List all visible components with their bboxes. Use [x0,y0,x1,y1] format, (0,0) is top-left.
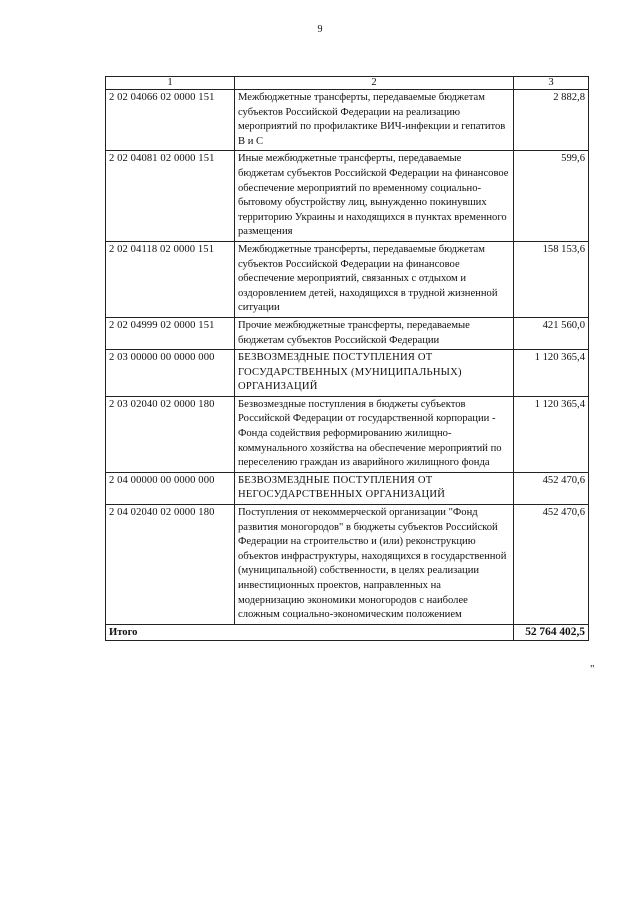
header-col-1: 1 [106,77,235,90]
row-code: 2 04 02040 02 0000 180 [106,505,235,625]
table-row [106,350,589,397]
row-description: Поступления от некоммерческой организации "Фонд развития моногородов" в бюджеты субъектов Российской Федерации на строительство и (или) реконструкцию объектов инфраструктуры, находящихся в государственной (муниципальной) собственности, в целях реализации инвестиционных проектов, направленных на модернизацию экономики моногородов с наиболее сложным социально-экономическим положением [235,505,514,625]
row-description: Прочие межбюджетные трансферты, передаваемые бюджетам субъектов Российской Федерации [235,317,514,349]
total-label: Итого [106,624,514,640]
row-amount: 158 153,6 [514,241,589,317]
row-description: Иные межбюджетные трансферты, передаваемые бюджетам субъектов Российской Федерации на финансовое обеспечение мероприятий по временному социально-бытовому обустройству лиц, вынужденно покинувших территорию Украины и находящихся в пунктах временного размещения [235,151,514,242]
table-row [106,472,589,504]
row-description: БЕЗВОЗМЕЗДНЫЕ ПОСТУПЛЕНИЯ ОТ ГОСУДАРСТВЕННЫХ (МУНИЦИПАЛЬНЫХ) ОРГАНИЗАЦИЙ [235,350,514,397]
row-amount: 599,6 [514,151,589,242]
closing-quote: " [590,663,595,675]
page-number: 9 [317,24,323,35]
header-col-3: 3 [514,77,589,90]
row-description: Безвозмездные поступления в бюджеты субъектов Российской Федерации от государственной корпорации - Фонда содействия реформированию жилищно-коммунального хозяйства на обеспечение мероприятий по переселению граждан из аварийного жилищного фонда [235,396,514,472]
header-col-2: 2 [235,77,514,90]
row-amount: 2 882,8 [514,90,589,151]
table-row [106,505,589,625]
row-amount: 1 120 365,4 [514,350,589,397]
total-row [106,624,589,640]
row-code: 2 02 04081 02 0000 151 [106,151,235,242]
table-row [106,396,589,472]
row-code: 2 04 00000 00 0000 000 [106,472,235,504]
row-code: 2 02 04999 02 0000 151 [106,317,235,349]
budget-revenue-table [105,76,589,641]
total-amount: 52 764 402,5 [514,624,589,640]
table-row [106,90,589,151]
table-row [106,317,589,349]
table-row [106,151,589,242]
row-description: Межбюджетные трансферты, передаваемые бюджетам субъектов Российской Федерации на финансовое обеспечение мероприятий, связанных с отдыхом и оздоровлением детей, находящихся в трудной жизненной ситуации [235,241,514,317]
row-amount: 421 560,0 [514,317,589,349]
row-code: 2 03 02040 02 0000 180 [106,396,235,472]
row-code: 2 02 04118 02 0000 151 [106,241,235,317]
header-row [106,77,589,90]
row-code: 2 02 04066 02 0000 151 [106,90,235,151]
table-header [106,77,589,90]
table-body [106,90,589,625]
row-description: Межбюджетные трансферты, передаваемые бюджетам субъектов Российской Федерации на реализацию мероприятий по профилактике ВИЧ-инфекции и гепатитов В и С [235,90,514,151]
row-code: 2 03 00000 00 0000 000 [106,350,235,397]
row-amount: 452 470,6 [514,505,589,625]
row-amount: 452 470,6 [514,472,589,504]
row-amount: 1 120 365,4 [514,396,589,472]
table-row [106,241,589,317]
row-description: БЕЗВОЗМЕЗДНЫЕ ПОСТУПЛЕНИЯ ОТ НЕГОСУДАРСТВЕННЫХ ОРГАНИЗАЦИЙ [235,472,514,504]
